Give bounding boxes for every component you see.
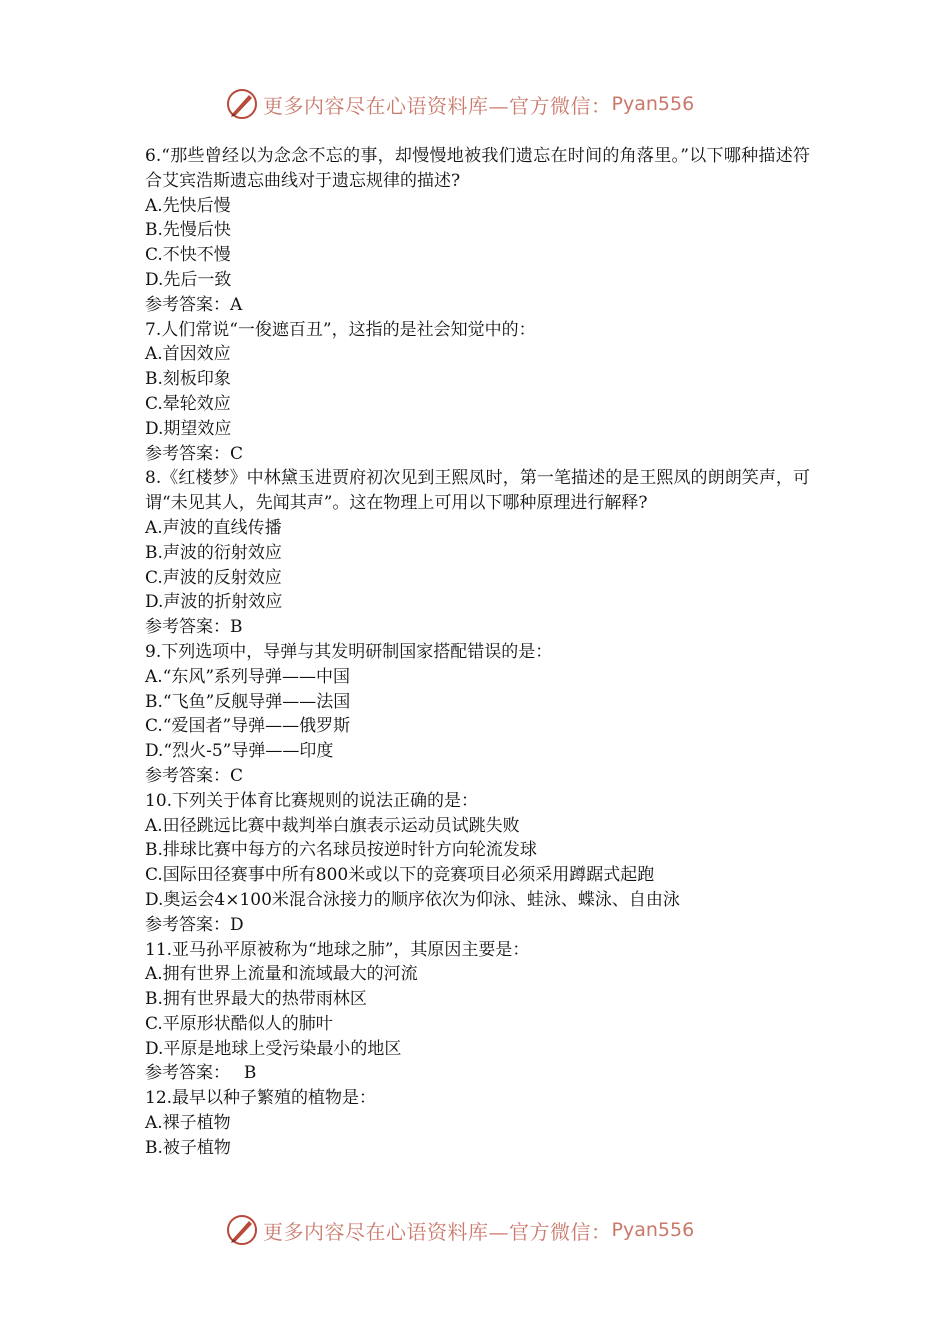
question-stem: 8.《红楼梦》中林黛玉进贾府初次见到王熙凤时，第一笔描述的是王熙凤的朗朗笑声，可谓“未见其人，先闻其声”。这在物理上可用以下哪种原理进行解释? [145, 468, 810, 514]
option: A.先快后慢 [145, 195, 231, 216]
option: B.刻板印象 [145, 369, 231, 390]
pen-logo-icon [225, 87, 259, 121]
option: D.“烈火-5”导弹——印度 [145, 741, 334, 762]
answer: 参考答案：C [145, 765, 244, 786]
option: A.裸子植物 [145, 1113, 231, 1134]
question-stem: 12.最早以种子繁殖的植物是： [145, 1088, 377, 1109]
option: B.先慢后快 [145, 220, 231, 241]
option: C.不快不慢 [145, 245, 231, 266]
banner-wechat-id: Pyan556 [611, 1219, 695, 1241]
question-stem: 10.下列关于体育比赛规则的说法正确的是： [145, 790, 479, 811]
header-banner [225, 84, 725, 124]
pen-logo-icon [225, 1213, 259, 1247]
answer: 参考答案：D [145, 914, 244, 935]
question-stem: 11.亚马孙平原被称为“地球之肺”，其原因主要是： [145, 939, 530, 960]
option: C.“爱国者”导弹——俄罗斯 [145, 716, 351, 737]
answer: 参考答案： B [145, 1063, 257, 1084]
option: B.声波的衍射效应 [145, 542, 282, 563]
question-stem: 6.“那些曾经以为念念不忘的事，却慢慢地被我们遗忘在时间的角落里。”以下哪种描述符合艾宾浩斯遗忘曲线对于遗忘规律的描述? [145, 146, 810, 191]
option: B.拥有世界最大的热带雨林区 [145, 989, 367, 1010]
answer: 参考答案：A [145, 294, 243, 315]
option: C.平原形状酷似人的肺叶 [145, 1013, 333, 1034]
question-stem: 9.下列选项中，导弹与其发明研制国家搭配错误的是： [145, 641, 553, 662]
option: C.国际田径赛事中所有800米或以下的竞赛项目必须采用蹲踞式起跑 [145, 865, 655, 886]
option: A.首因效应 [145, 344, 231, 365]
answer: 参考答案：C [145, 443, 244, 464]
banner-text: 更多内容尽在心语资料库—官方微信： [263, 93, 612, 118]
option: D.奥运会4×100米混合泳接力的顺序依次为仰泳、蛙泳、蝶泳、自由泳 [145, 889, 680, 910]
question-stem: 7.人们常说“一俊遮百丑”，这指的是社会知觉中的： [145, 319, 536, 340]
option: D.期望效应 [145, 418, 232, 439]
answer: 参考答案：B [145, 617, 243, 638]
banner-text: 更多内容尽在心语资料库—官方微信： [263, 1219, 612, 1244]
option: D.声波的折射效应 [145, 592, 283, 613]
banner-wechat-id: Pyan556 [611, 93, 695, 115]
option: A.“东风”系列导弹——中国 [145, 666, 351, 687]
footer-banner [225, 1210, 725, 1250]
option: D.平原是地球上受污染最小的地区 [145, 1038, 402, 1059]
option: B.“飞鱼”反舰导弹——法国 [145, 691, 351, 712]
option: B.排球比赛中每方的六名球员按逆时针方向轮流发球 [145, 840, 537, 861]
option: C.声波的反射效应 [145, 567, 282, 588]
option: C.晕轮效应 [145, 393, 231, 414]
option: D.先后一致 [145, 269, 232, 290]
option: B.被子植物 [145, 1137, 231, 1158]
option: A.声波的直线传播 [145, 517, 282, 538]
option: A.拥有世界上流量和流域最大的河流 [145, 964, 418, 985]
option: A.田径跳远比赛中裁判举白旗表示运动员试跳失败 [145, 815, 520, 836]
question-list [145, 144, 810, 1161]
